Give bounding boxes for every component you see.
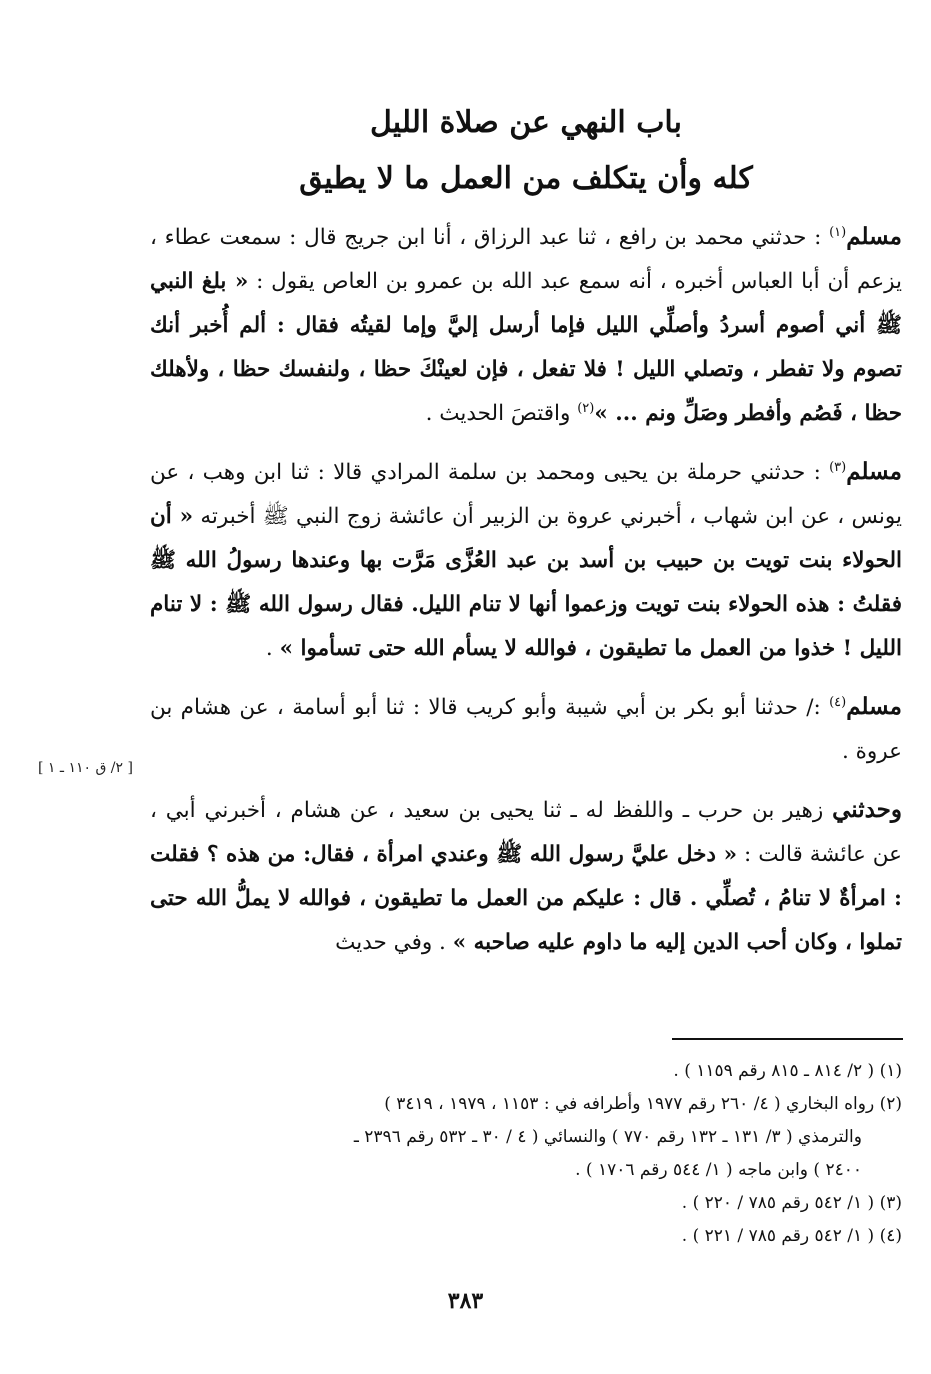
footnote-ref[interactable]: (١) [829,224,847,240]
footnote-1: (١) ( ٢/ ٨١٤ ـ ٨١٥ رقم ١١٥٩ ) . [673,1061,902,1081]
footnote-divider [672,1038,903,1040]
isnad-text: : حدثني محمد بن رافع ، ثنا عبد الرزاق ، أنا ابن جريج قال : سمعت عطاء ، يزعم أن أبا العباس أخبره ، أنه سمع عبد الله بن عمرو بن العاص يقول : [150,225,903,294]
footnote-ref[interactable]: (٤) [829,694,847,710]
narrator-lead: مسلم [846,223,902,250]
hadith-paragraph-3 [150,685,902,774]
footnotes [150,1055,902,1253]
footnote-ref[interactable]: (٢) [577,400,595,416]
matn-quote: « أن الحولاء بنت تويت بن حبيب بن أسد بن عبد العُزَّى مَرَّت بها وعندها رسولُ الله ﷺ فقلتُ : هذه الحولاء بنت تويت وزعموا أنها لا تنام الليل. فقال رسول الله ﷺ : لا تنام الليل ! خذوا من العمل ما تطيقون ، فوالله لا يسأم الله حتى تسأموا » [150,504,902,661]
footnote-2: (٢) رواه البخاري ( ٤/ ٢٦٠ رقم ١٩٧٧ وأطرافه في : ١١٥٣ ، ١٩٧٩ ، ٣٤١٩ ) [384,1094,902,1114]
narrator-lead: وحدثني [832,796,902,823]
isnad-text: : حدثني حرملة بن يحيى ومحمد بن سلمة المرادي قالا : ثنا ابن وهب ، عن يونس ، عن ابن شهاب ، أخبرني عروة بن الزبير أن عائشة زوج النبي ﷺ أخبرته [150,460,902,529]
footnote-2-continued: ٢٤٠٠ ) وابن ماجه ( ١/ ٥٤٤ رقم ١٧٠٦ ) . [575,1160,862,1180]
footnote-4: (٤) ( ١/ ٥٤٢ رقم ٧٨٥ / ٢٢١ ) . [681,1226,902,1246]
chapter-subtitle: كله وأن يتكلف من العمل ما لا يطيق [299,161,753,196]
isnad-text: زهير بن حرب ـ واللفظ له ـ ثنا يحيى بن سعيد ، عن هشام ، أخبرني أبي ، عن عائشة قالت : [150,798,902,867]
footnote-2-continued: والترمذي ( ٣/ ١٣١ ـ ١٣٢ رقم ٧٧٠ ) والنسائي ( ٤ / ٣٠ ـ ٥٣٢ رقم ٢٣٩٦ ـ [353,1127,862,1147]
narrator-lead: مسلم [846,458,902,485]
matn-quote: « دخل عليَّ رسول الله ﷺ وعندي امرأة ، فقال: من هذه ؟ فقلت : امرأةٌ لا تنامُ ، تُصلِّي . قال : عليكم من العمل ما تطيقون ، فوالله لا يملُّ الله حتى تملوا ، وكان أحب الدين إليه ما داوم عليه صاحبه » [150,842,902,955]
page-body [150,95,902,965]
chapter-title: باب النهي عن صلاة الليل [370,105,682,140]
footnote-3: (٣) ( ١/ ٥٤٢ رقم ٧٨٥ / ٢٢٠ ) . [681,1193,902,1213]
closing-text: واقتصَ الحديث . [425,401,578,426]
isnad-text: :/ حدثنا أبو بكر بن أبي شيبة وأبو كريب قالا : ثنا أبو أسامة ، عن هشام بن عروة . [150,695,902,764]
matn-quote: « بلغ النبي ﷺ أني أصوم أسردُ وأصلِّي الليل فإما أرسل إليَّ وإما لقيتُه فقال : ألم أُخبر أنك تصوم ولا تفطر ، وتصلي الليل ! فلا تفعل ، فإن لعينْكَ حظا ، ولنفسك حظا ، ولأهلك حظا ، فَصُم وأفطر وصَلِّ ونم ... » [150,269,902,426]
manuscript-margin-reference: [ ٢/ ق ١١٠ ـ ١ ] [38,760,133,776]
narrator-lead: مسلم [846,693,902,720]
closing-text: . وفي حديث [335,930,453,955]
hadith-paragraph-4 [150,788,902,965]
footnote-ref[interactable]: (٣) [829,459,847,475]
closing-text: . [265,636,280,661]
page-number: ٣٨٣ [447,1288,484,1314]
hadith-paragraph-2 [150,450,902,671]
hadith-paragraph-1 [150,215,902,436]
